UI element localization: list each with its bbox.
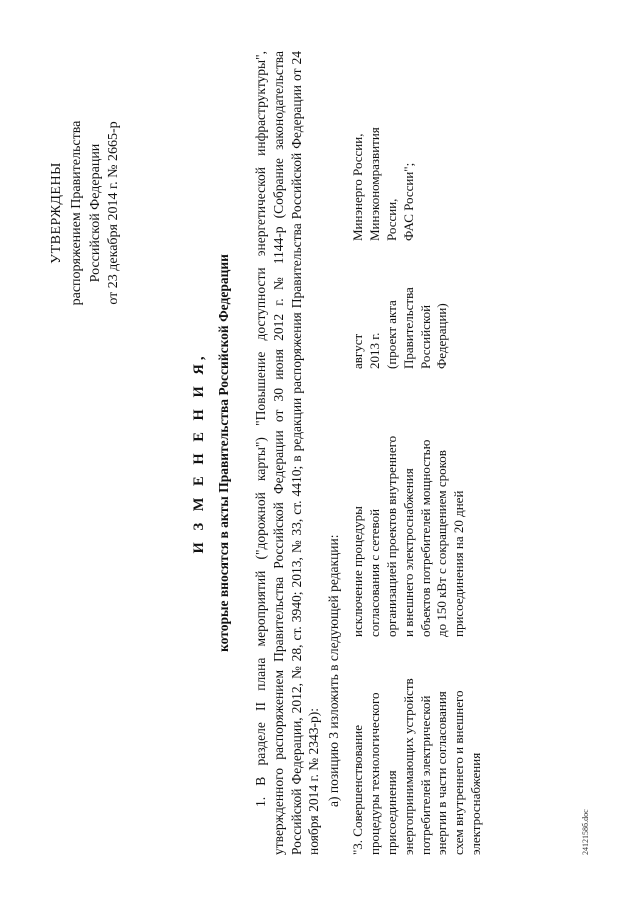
approval-line-1: распоряжением Правительства [69, 120, 85, 305]
title-block [190, 23, 233, 883]
table-cell-result: исключение процедуры согласования с сетевой организацией проектов внутреннего и внешнего электроснабжения объектов потребителей мощностью до 150 кВт с сокращением сроков присоединения на 20 дней [350, 435, 467, 637]
approval-line-2: Российской Федерации [87, 143, 103, 282]
document-page [20, 23, 620, 883]
approval-title: УТВЕРЖДЕНЫ [49, 161, 64, 264]
document-subtitle: которые вносятся в акты Правительства Российской Федерации [216, 253, 232, 652]
paragraph-1: 1. В разделе II плана мероприятий ("дорожной карты") "Повышение доступности энергетической инфраструктуры", утвержденного распоряжением Правительства Российской Федерации от 30 июня 2012 г. № 1144-р (Собрание законодательства Российской Федерации, 2012, № 28, ст. 3940; 2013, № 33, ст. 4410; в редакции распоряжения Правительства Российской Федерации от 24 ноября 2014 г. № 2343-р): [253, 50, 322, 855]
document-file-id: 2412158б.doc [581, 808, 591, 855]
approval-line-3: от 23 декабря 2014 г. № 2665-р [106, 120, 122, 305]
table-cell-measure: "3. Совершенствование процедуры технологического присоединения энергопринимающих устройств потребителей электрической энергии в части согласования схем внутреннего и внешнего электроснабжения [350, 677, 484, 855]
amendment-table-row [350, 51, 485, 855]
table-cell-responsible: Минэнерго России, Минэкономразвития России, ФАС России"; [350, 126, 416, 241]
paragraph-2: а) позицию 3 изложить в следующей редакции: [326, 533, 342, 807]
approval-stamp [48, 63, 124, 363]
document-title: И З М Е Н Е Н И Я, [191, 352, 207, 553]
table-cell-deadline: август 2013 г. (проект акта Правительства Российской Федерации) [350, 286, 450, 369]
document-body [252, 51, 343, 855]
